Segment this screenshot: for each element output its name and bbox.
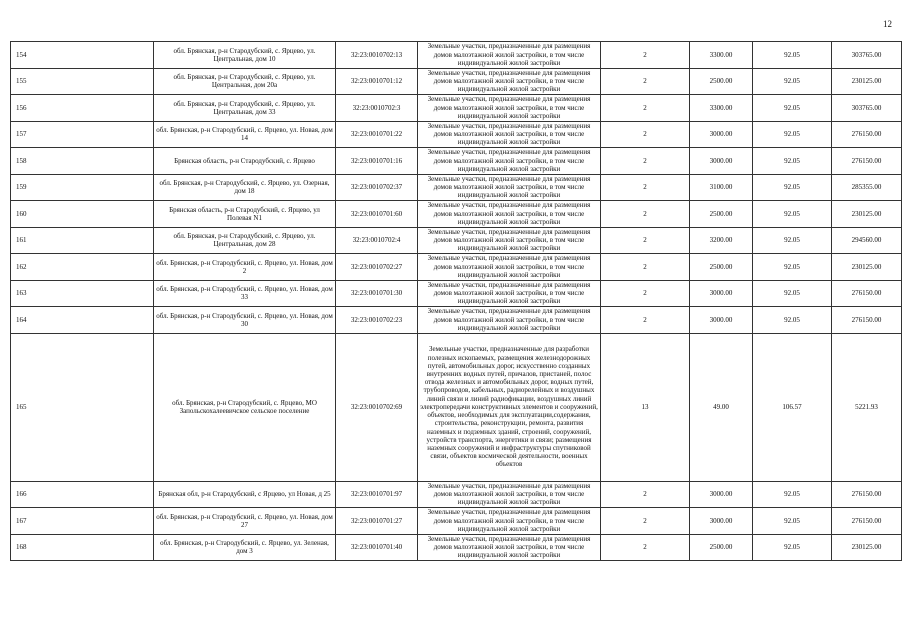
cadastral-number-cell: 32:23:0010701:30 (336, 280, 418, 307)
category-code-cell: 2 (601, 508, 690, 535)
category-code-cell: 2 (601, 254, 690, 281)
table-row (11, 307, 902, 334)
row-number-cell: 167 (11, 508, 154, 535)
specific-value-cell: 92.05 (753, 280, 832, 307)
category-code-cell: 2 (601, 95, 690, 122)
table-row (11, 121, 902, 148)
cadastral-value-cell: 5221.93 (832, 333, 902, 481)
address-cell: Брянская область, р-н Стародубский, с. Ярцево, ул Полевая N1 (154, 201, 336, 228)
cadastral-value-cell: 276150.00 (832, 121, 902, 148)
table-body (11, 42, 902, 561)
row-number-cell: 164 (11, 307, 154, 334)
area-cell: 3000.00 (690, 508, 753, 535)
land-plots-table (10, 41, 902, 561)
table-row (11, 68, 902, 95)
specific-value-cell: 92.05 (753, 307, 832, 334)
area-cell: 3000.00 (690, 481, 753, 508)
address-cell: обл. Брянская, р-н Стародубский, с. Ярцево, ул. Новая, дом 30 (154, 307, 336, 334)
address-cell: обл. Брянская, р-н Стародубский, с. Ярцево, МО Запольскохалеевичское сельское поселение (154, 333, 336, 481)
address-cell: обл. Брянская, р-н Стародубский, с. Ярцево, ул. Новая, дом 33 (154, 280, 336, 307)
category-code-cell: 2 (601, 42, 690, 69)
cadastral-number-cell: 32:23:0010702:23 (336, 307, 418, 334)
specific-value-cell: 92.05 (753, 227, 832, 254)
area-cell: 3000.00 (690, 307, 753, 334)
table-row (11, 280, 902, 307)
row-number-cell: 168 (11, 534, 154, 561)
table-row (11, 227, 902, 254)
cadastral-value-cell: 276150.00 (832, 508, 902, 535)
address-cell: Брянская область, р-н Стародубский, с. Ярцево (154, 148, 336, 175)
specific-value-cell: 92.05 (753, 148, 832, 175)
area-cell: 3000.00 (690, 121, 753, 148)
land-use-cell: Земельные участки, предназначенные для размещения домов малоэтажной жилой застройки, в том числе индивидуальной жилой застройки (418, 148, 601, 175)
area-cell: 3100.00 (690, 174, 753, 201)
area-cell: 3000.00 (690, 280, 753, 307)
land-use-cell: Земельные участки, предназначенные для размещения домов малоэтажной жилой застройки, в том числе индивидуальной жилой застройки (418, 68, 601, 95)
row-number-cell: 162 (11, 254, 154, 281)
area-cell: 3300.00 (690, 95, 753, 122)
specific-value-cell: 92.05 (753, 201, 832, 228)
category-code-cell: 2 (601, 481, 690, 508)
cadastral-value-cell: 230125.00 (832, 68, 902, 95)
address-cell: обл. Брянская, р-н Стародубский, с. Ярцево, ул. Центральная, дом 20а (154, 68, 336, 95)
cadastral-number-cell: 32:23:0010702:37 (336, 174, 418, 201)
cadastral-value-cell: 276150.00 (832, 307, 902, 334)
cadastral-number-cell: 32:23:0010701:16 (336, 148, 418, 175)
area-cell: 3200.00 (690, 227, 753, 254)
row-number-cell: 163 (11, 280, 154, 307)
table-row (11, 95, 902, 122)
cadastral-value-cell: 303765.00 (832, 42, 902, 69)
row-number-cell: 155 (11, 68, 154, 95)
category-code-cell: 2 (601, 307, 690, 334)
area-cell: 3000.00 (690, 148, 753, 175)
address-cell: обл. Брянская, р-н Стародубский, с. Ярцево, ул. Центральная, дом 28 (154, 227, 336, 254)
row-number-cell: 158 (11, 148, 154, 175)
land-use-cell: Земельные участки, предназначенные для размещения домов малоэтажной жилой застройки, в том числе индивидуальной жилой застройки (418, 95, 601, 122)
table-row (11, 254, 902, 281)
cadastral-number-cell: 32:23:0010702:4 (336, 227, 418, 254)
row-number-cell: 154 (11, 42, 154, 69)
address-cell: обл. Брянская, р-н Стародубский, с. Ярцево, ул. Центральная, дом 10 (154, 42, 336, 69)
cadastral-number-cell: 32:23:0010701:97 (336, 481, 418, 508)
category-code-cell: 2 (601, 534, 690, 561)
table-row (11, 201, 902, 228)
cadastral-number-cell: 32:23:0010702:3 (336, 95, 418, 122)
address-cell: обл. Брянская, р-н Стародубский, с. Ярцево, ул. Озерная, дом 18 (154, 174, 336, 201)
row-number-cell: 157 (11, 121, 154, 148)
table-row (11, 42, 902, 69)
cadastral-value-cell: 276150.00 (832, 280, 902, 307)
area-cell: 2500.00 (690, 68, 753, 95)
land-use-cell: Земельные участки, предназначенные для размещения домов малоэтажной жилой застройки, в том числе индивидуальной жилой застройки (418, 534, 601, 561)
land-use-cell: Земельные участки, предназначенные для размещения домов малоэтажной жилой застройки, в том числе индивидуальной жилой застройки (418, 121, 601, 148)
cadastral-number-cell: 32:23:0010701:22 (336, 121, 418, 148)
cadastral-value-cell: 294560.00 (832, 227, 902, 254)
specific-value-cell: 92.05 (753, 508, 832, 535)
cadastral-value-cell: 230125.00 (832, 534, 902, 561)
cadastral-number-cell: 32:23:0010702:27 (336, 254, 418, 281)
land-use-cell: Земельные участки, предназначенные для размещения домов малоэтажной жилой застройки, в том числе индивидуальной жилой застройки (418, 174, 601, 201)
specific-value-cell: 92.05 (753, 254, 832, 281)
specific-value-cell: 106.57 (753, 333, 832, 481)
area-cell: 49.00 (690, 333, 753, 481)
table-row (11, 481, 902, 508)
row-number-cell: 156 (11, 95, 154, 122)
cadastral-value-cell: 230125.00 (832, 254, 902, 281)
cadastral-value-cell: 276150.00 (832, 148, 902, 175)
address-cell: обл. Брянская, р-н Стародубский, с. Ярцево, ул. Зеленая, дом 3 (154, 534, 336, 561)
category-code-cell: 2 (601, 121, 690, 148)
land-use-cell: Земельные участки, предназначенные для размещения домов малоэтажной жилой застройки, в том числе индивидуальной жилой застройки (418, 481, 601, 508)
cadastral-number-cell: 32:23:0010701:27 (336, 508, 418, 535)
land-use-cell: Земельные участки, предназначенные для размещения домов малоэтажной жилой застройки, в том числе индивидуальной жилой застройки (418, 307, 601, 334)
category-code-cell: 2 (601, 174, 690, 201)
address-cell: обл. Брянская, р-н Стародубский, с. Ярцево, ул. Новая, дом 2 (154, 254, 336, 281)
specific-value-cell: 92.05 (753, 95, 832, 122)
address-cell: обл. Брянская, р-н Стародубский, с. Ярцево, ул. Новая, дом 27 (154, 508, 336, 535)
address-cell: обл. Брянская, р-н Стародубский, с. Ярцево, ул. Новая, дом 14 (154, 121, 336, 148)
cadastral-value-cell: 230125.00 (832, 201, 902, 228)
cadastral-value-cell: 285355.00 (832, 174, 902, 201)
specific-value-cell: 92.05 (753, 121, 832, 148)
cadastral-number-cell: 32:23:0010702:13 (336, 42, 418, 69)
table-row (11, 174, 902, 201)
row-number-cell: 165 (11, 333, 154, 481)
category-code-cell: 13 (601, 333, 690, 481)
specific-value-cell: 92.05 (753, 42, 832, 69)
land-use-cell: Земельные участки, предназначенные для размещения домов малоэтажной жилой застройки, в том числе индивидуальной жилой застройки (418, 280, 601, 307)
table-row (11, 534, 902, 561)
specific-value-cell: 92.05 (753, 174, 832, 201)
area-cell: 2500.00 (690, 534, 753, 561)
row-number-cell: 160 (11, 201, 154, 228)
cadastral-number-cell: 32:23:0010701:40 (336, 534, 418, 561)
category-code-cell: 2 (601, 68, 690, 95)
cadastral-number-cell: 32:23:0010702:69 (336, 333, 418, 481)
table-row (11, 148, 902, 175)
row-number-cell: 159 (11, 174, 154, 201)
cadastral-value-cell: 276150.00 (832, 481, 902, 508)
cadastral-number-cell: 32:23:0010701:12 (336, 68, 418, 95)
land-use-cell: Земельные участки, предназначенные для размещения домов малоэтажной жилой застройки, в том числе индивидуальной жилой застройки (418, 201, 601, 228)
land-use-cell: Земельные участки, предназначенные для размещения домов малоэтажной жилой застройки, в том числе индивидуальной жилой застройки (418, 254, 601, 281)
category-code-cell: 2 (601, 227, 690, 254)
category-code-cell: 2 (601, 201, 690, 228)
area-cell: 3300.00 (690, 42, 753, 69)
address-cell: обл. Брянская, р-н Стародубский, с. Ярцево, ул. Центральная, дом 33 (154, 95, 336, 122)
cadastral-number-cell: 32:23:0010701:60 (336, 201, 418, 228)
area-cell: 2500.00 (690, 254, 753, 281)
table-row (11, 333, 902, 481)
land-use-cell: Земельные участки, предназначенные для разработки полезных ископаемых, размещения железнодорожных путей, автомобильных дорог, искусственно созданных внутренних водных путей, причалов, пристаней, полос отвода железных и автомобильных дорог, водных путей, трубопроводов, кабельных, радиорелейных и воздушных линий связи и линий радиофикации, воздушных линий электропередачи конструктивных элементов и сооружений, объектов, необходимых для эксплуатации,содержания, строительства, реконструкции, ремонта, развития наземных и подземных зданий, строений, сооружений, устройств транспорта, энергетики и связи; размещения наземных сооружений и инфраструктуры спутниковой связи, объектов космической деятельности, военных объектов (418, 333, 601, 481)
category-code-cell: 2 (601, 280, 690, 307)
table-row (11, 508, 902, 535)
specific-value-cell: 92.05 (753, 534, 832, 561)
specific-value-cell: 92.05 (753, 68, 832, 95)
cadastral-value-cell: 303765.00 (832, 95, 902, 122)
row-number-cell: 166 (11, 481, 154, 508)
specific-value-cell: 92.05 (753, 481, 832, 508)
land-use-cell: Земельные участки, предназначенные для размещения домов малоэтажной жилой застройки, в том числе индивидуальной жилой застройки (418, 508, 601, 535)
address-cell: Брянская обл, р-н Стародубский, с Ярцево, ул Новая, д 25 (154, 481, 336, 508)
land-use-cell: Земельные участки, предназначенные для размещения домов малоэтажной жилой застройки, в том числе индивидуальной жилой застройки (418, 227, 601, 254)
area-cell: 2500.00 (690, 201, 753, 228)
row-number-cell: 161 (11, 227, 154, 254)
land-use-cell: Земельные участки, предназначенные для размещения домов малоэтажной жилой застройки, в том числе индивидуальной жилой застройки (418, 42, 601, 69)
category-code-cell: 2 (601, 148, 690, 175)
page-number: 12 (883, 19, 892, 29)
